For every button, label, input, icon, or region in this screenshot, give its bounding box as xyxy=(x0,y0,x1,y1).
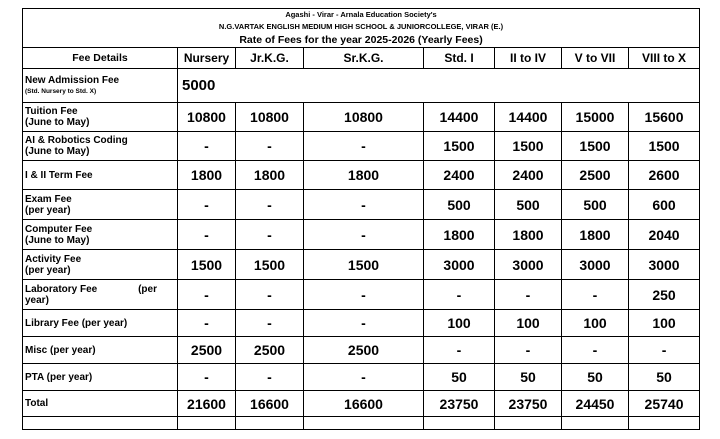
fee-amount: 250 xyxy=(629,280,700,310)
fee-label xyxy=(23,364,178,391)
empty-cell xyxy=(562,417,629,430)
fee-label-per-note: (per xyxy=(138,283,157,295)
column-header: II to IV xyxy=(495,48,562,69)
fee-label-text xyxy=(25,318,175,329)
fee-label-main: Computer Fee xyxy=(25,223,93,235)
fee-amount: - xyxy=(304,310,424,337)
fee-amount: - xyxy=(178,190,236,220)
fee-amount: 1500 xyxy=(495,132,562,161)
fee-row xyxy=(23,280,700,310)
fee-label xyxy=(23,391,178,417)
fee-row xyxy=(23,220,700,250)
empty-cell xyxy=(23,417,178,430)
fee-amount: - xyxy=(178,364,236,391)
fee-row xyxy=(23,161,700,190)
society-name: Agashi - Virar - Arnala Education Society's xyxy=(23,9,700,21)
fee-amount: 3000 xyxy=(629,250,700,280)
fee-amount: 100 xyxy=(495,310,562,337)
fee-row xyxy=(23,132,700,161)
fee-amount: - xyxy=(236,280,304,310)
fee-row xyxy=(23,391,700,417)
fee-amount: 1500 xyxy=(304,250,424,280)
fee-amount: 14400 xyxy=(424,103,495,132)
fee-amount: - xyxy=(178,280,236,310)
fee-label-text xyxy=(25,106,175,117)
fee-label-text xyxy=(25,194,175,205)
fee-amount: 3000 xyxy=(562,250,629,280)
fee-label-period: (June to May) xyxy=(25,117,90,128)
fee-amount: - xyxy=(495,337,562,364)
fee-amount: 2500 xyxy=(178,337,236,364)
fee-amount: - xyxy=(236,220,304,250)
empty-cell xyxy=(178,417,236,430)
empty-row xyxy=(23,417,700,430)
fee-label xyxy=(23,280,178,310)
fee-amount: 1500 xyxy=(424,132,495,161)
fee-amount: 600 xyxy=(629,190,700,220)
fee-amount: - xyxy=(495,280,562,310)
fee-amount: 50 xyxy=(562,364,629,391)
empty-cell xyxy=(424,417,495,430)
fee-amount: 2400 xyxy=(495,161,562,190)
fee-amount: 16600 xyxy=(236,391,304,417)
fee-row xyxy=(23,250,700,280)
fee-amount: 50 xyxy=(629,364,700,391)
fee-amount: 50 xyxy=(495,364,562,391)
fee-label xyxy=(23,220,178,250)
fee-amount: 24450 xyxy=(562,391,629,417)
fee-amount: - xyxy=(178,220,236,250)
fee-row xyxy=(23,364,700,391)
fee-row xyxy=(23,190,700,220)
fee-amount: 1500 xyxy=(236,250,304,280)
fee-amount: - xyxy=(629,337,700,364)
fee-amount: 50 xyxy=(424,364,495,391)
column-header: Sr.K.G. xyxy=(304,48,424,69)
fee-label xyxy=(23,310,178,337)
fee-label xyxy=(23,250,178,280)
fee-label-main: Total xyxy=(25,398,49,409)
fee-amount: 100 xyxy=(562,310,629,337)
fee-amount: 25740 xyxy=(629,391,700,417)
fee-amount: - xyxy=(236,364,304,391)
fee-amount: 1500 xyxy=(178,250,236,280)
fee-amount: - xyxy=(236,190,304,220)
fee-label-text xyxy=(25,224,175,235)
fee-amount: 1800 xyxy=(304,161,424,190)
fee-label-text xyxy=(25,254,175,265)
fee-amount: 1800 xyxy=(495,220,562,250)
fee-amount: 10800 xyxy=(236,103,304,132)
column-header: VIII to X xyxy=(629,48,700,69)
fee-amount: 1800 xyxy=(236,161,304,190)
fee-amount: 1800 xyxy=(424,220,495,250)
new-admission-row xyxy=(23,69,700,103)
fee-row xyxy=(23,310,700,337)
fee-amount: 10800 xyxy=(178,103,236,132)
fee-row xyxy=(23,337,700,364)
fee-table-title: Rate of Fees for the year 2025-2026 (Yearly Fees) xyxy=(23,32,700,48)
new-admission-label-text: New Admission Fee xyxy=(25,74,120,86)
fee-amount: 15000 xyxy=(562,103,629,132)
fee-label-period: (June to May) xyxy=(25,234,90,246)
empty-cell xyxy=(629,417,700,430)
column-header: Nursery xyxy=(178,48,236,69)
column-header: Fee Details xyxy=(23,48,178,69)
fee-row xyxy=(23,103,700,132)
fee-label-main: Misc (per year) xyxy=(25,344,96,356)
fee-label xyxy=(23,190,178,220)
fee-amount: - xyxy=(424,337,495,364)
fee-label-text xyxy=(25,398,175,409)
fee-label-main: Activity Fee xyxy=(25,253,82,265)
fee-amount: - xyxy=(178,132,236,161)
fee-amount: - xyxy=(178,310,236,337)
fee-amount: 500 xyxy=(424,190,495,220)
fee-amount: 2600 xyxy=(629,161,700,190)
empty-cell xyxy=(236,417,304,430)
fee-amount: - xyxy=(304,280,424,310)
fee-amount: 500 xyxy=(495,190,562,220)
fee-amount: - xyxy=(562,280,629,310)
fee-amount: 3000 xyxy=(495,250,562,280)
fee-amount: - xyxy=(304,190,424,220)
fee-amount: 100 xyxy=(424,310,495,337)
fee-label xyxy=(23,103,178,132)
fee-label-main: PTA (per year) xyxy=(25,371,93,383)
fee-label-period: year) xyxy=(25,294,49,306)
fee-amount: - xyxy=(304,364,424,391)
empty-cell xyxy=(495,417,562,430)
fee-label-text xyxy=(25,284,175,295)
column-header: Std. I xyxy=(424,48,495,69)
fee-amount: 10800 xyxy=(304,103,424,132)
fee-label xyxy=(23,132,178,161)
fee-label-main: AI & Robotics Coding xyxy=(25,135,128,146)
fee-label-period: (per year) xyxy=(25,204,71,216)
column-header: V to VII xyxy=(562,48,629,69)
fee-label-main: Tuition Fee xyxy=(25,106,78,117)
fee-label xyxy=(23,337,178,364)
fee-label-text xyxy=(25,345,175,356)
fee-amount: - xyxy=(304,132,424,161)
fee-amount: 14400 xyxy=(495,103,562,132)
fee-table xyxy=(22,8,700,430)
fee-amount: 3000 xyxy=(424,250,495,280)
fee-amount: 2400 xyxy=(424,161,495,190)
fee-amount: - xyxy=(236,310,304,337)
fee-label-main: Exam Fee xyxy=(25,193,72,205)
fee-amount: 16600 xyxy=(304,391,424,417)
fee-amount: - xyxy=(236,132,304,161)
fee-amount: - xyxy=(304,220,424,250)
fee-label-main: Library Fee (per year) xyxy=(25,317,128,329)
fee-label-text xyxy=(25,372,175,383)
fee-amount: 100 xyxy=(629,310,700,337)
fee-label-period: (per year) xyxy=(25,264,71,276)
fee-amount: 21600 xyxy=(178,391,236,417)
new-admission-label xyxy=(23,69,178,103)
fee-amount: 15600 xyxy=(629,103,700,132)
fee-amount: 1500 xyxy=(629,132,700,161)
fee-amount: 1500 xyxy=(562,132,629,161)
column-header: Jr.K.G. xyxy=(236,48,304,69)
fee-amount: 23750 xyxy=(424,391,495,417)
fee-label-text xyxy=(25,170,175,181)
fee-label xyxy=(23,161,178,190)
fee-amount: 2500 xyxy=(562,161,629,190)
empty-cell xyxy=(304,417,424,430)
fee-amount: 2500 xyxy=(236,337,304,364)
fee-label-text xyxy=(25,135,175,146)
new-admission-label-note: (Std. Nursery to Std. X) xyxy=(25,87,97,95)
fee-amount: 1800 xyxy=(562,220,629,250)
fee-label-main: I & II Term Fee xyxy=(25,169,93,181)
school-name: N.G.VARTAK ENGLISH MEDIUM HIGH SCHOOL & JUNIORCOLLEGE, VIRAR (E.) xyxy=(23,20,700,32)
new-admission-value: 5000 xyxy=(178,69,700,103)
fee-amount: 1800 xyxy=(178,161,236,190)
fee-label-main: Laboratory Fee xyxy=(25,283,98,295)
fee-amount: 23750 xyxy=(495,391,562,417)
fee-amount: 2040 xyxy=(629,220,700,250)
fee-amount: 500 xyxy=(562,190,629,220)
column-header-row xyxy=(23,48,700,69)
fee-amount: 2500 xyxy=(304,337,424,364)
fee-amount: - xyxy=(562,337,629,364)
fee-label-period: (June to May) xyxy=(25,146,90,157)
fee-amount: - xyxy=(424,280,495,310)
